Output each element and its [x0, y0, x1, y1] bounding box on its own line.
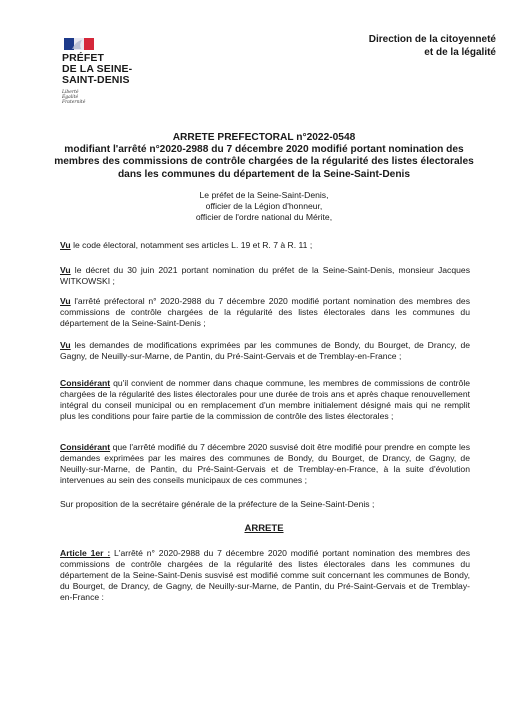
paragraph-text: que l'arrêté modifié du 7 décembre 2020 susvisé doit être modifié pour prendre en compte les demandes exprimées par les maires des communes de Bondy, du Bourget, de Drancy, de Gagny, de Neuilly-sur-Marne, de Pantin, du Pré-Saint-Gervais et de Tremblay-en-France, à la suite d'évolution intervenues au sein des conseils municipaux de ces communes ; [60, 442, 470, 485]
paragraph-lead: Considérant [60, 442, 111, 452]
motto-line: Fraternité [62, 100, 86, 105]
visa-paragraph [60, 340, 470, 362]
direction-line: et de la légalité [424, 47, 496, 58]
logo-line: PRÉFET [62, 52, 105, 64]
visa-paragraph [60, 240, 470, 251]
considerant-paragraph [60, 378, 470, 422]
logo-line: SAINT-DENIS [62, 74, 130, 86]
arrete-heading: ARRETE [244, 523, 284, 534]
republic-motto [62, 90, 182, 105]
paragraph-lead: Vu [60, 265, 71, 275]
prefecture-name [62, 53, 182, 86]
visa-paragraph [60, 296, 470, 329]
proposal-paragraph [60, 499, 470, 510]
direction-line: Direction de la citoyenneté [368, 34, 496, 45]
article-1 [60, 548, 470, 603]
paragraph-lead: Vu [60, 340, 71, 350]
considerant-paragraph [60, 442, 470, 486]
prefect-line: Le préfet de la Seine-Saint-Denis, [199, 190, 329, 200]
paragraph-text: les demandes de modifications exprimées par les communes de Bondy, du Bourget, de Drancy, de Gagny, de Neuilly-sur-Marne, de Pantin, du Pré-Saint-Gervais et de Tremblay-en-France ; [60, 340, 470, 361]
prefect-titles [50, 190, 478, 223]
paragraph-text: qu'il convient de nommer dans chaque commune, les membres de commissions de contrôle chargées de la régularité des listes électorales pour une durée de trois ans et après chaque renouvellement intégral du conseil municipal ou en remplacement d'un membre initialement désigné mais qui ne remplit plus les conditions pour faire partie de la commission de contrôle des listes électorales ; [60, 378, 471, 421]
article-text: L'arrêté n° 2020-2988 du 7 décembre 2020 modifié portant nomination des membres des commissions de contrôle chargées de la régularité des listes électorales dans les communes du département de la Seine-Saint-Denis susvisé est modifié comme suit concernant les communes de Bondy, du Bourget, de Drancy, de Gagny, de Neuilly-sur-Marne, de Pantin, du Pré-Saint-Gervais et de Tremblay-en-France : [60, 548, 471, 602]
paragraph-text: l'arrêté préfectoral n° 2020-2988 du 7 décembre 2020 modifié portant nomination des membres des commissions de contrôle chargées de la régularité des listes électorales dans les communes du département de la Seine-Saint-Denis ; [60, 296, 470, 328]
prefecture-logo [62, 38, 182, 105]
paragraph-text: le code électoral, notamment ses articles L. 19 et R. 7 à R. 11 ; [73, 240, 313, 250]
prefect-line: officier de la Légion d'honneur, [205, 201, 323, 211]
motto-line: Égalité [62, 95, 79, 100]
paragraph-text: Sur proposition de la secrétaire générale de la préfecture de la Seine-Saint-Denis ; [60, 499, 375, 509]
paragraph-lead: Vu [60, 240, 71, 250]
marianne-flag-icon [64, 38, 94, 50]
paragraph-lead: Considérant [60, 378, 111, 388]
article-lead: Article 1er : [60, 548, 111, 558]
issuing-direction [369, 33, 496, 59]
motto-line: Liberté [62, 90, 79, 95]
prefect-line: officier de l'ordre national du Mérite, [195, 212, 333, 222]
paragraph-text: le décret du 30 juin 2021 portant nomination du préfet de la Seine-Saint-Denis, monsieur Jacques WITKOWSKI ; [60, 265, 470, 286]
decree-title [50, 132, 478, 181]
decree-subheading: modifiant l'arrêté n°2020-2988 du 7 décembre 2020 modifié portant nomination des membres des commissions de contrôle chargées de la régularité des listes électorales dans les communes du département de la Seine-Saint-Denis [54, 144, 474, 180]
visa-paragraph [60, 265, 470, 287]
decree-heading: ARRETE PREFECTORAL n°2022-0548 [172, 132, 356, 143]
logo-line: DE LA SEINE- [62, 63, 133, 75]
paragraph-lead: Vu [60, 296, 71, 306]
